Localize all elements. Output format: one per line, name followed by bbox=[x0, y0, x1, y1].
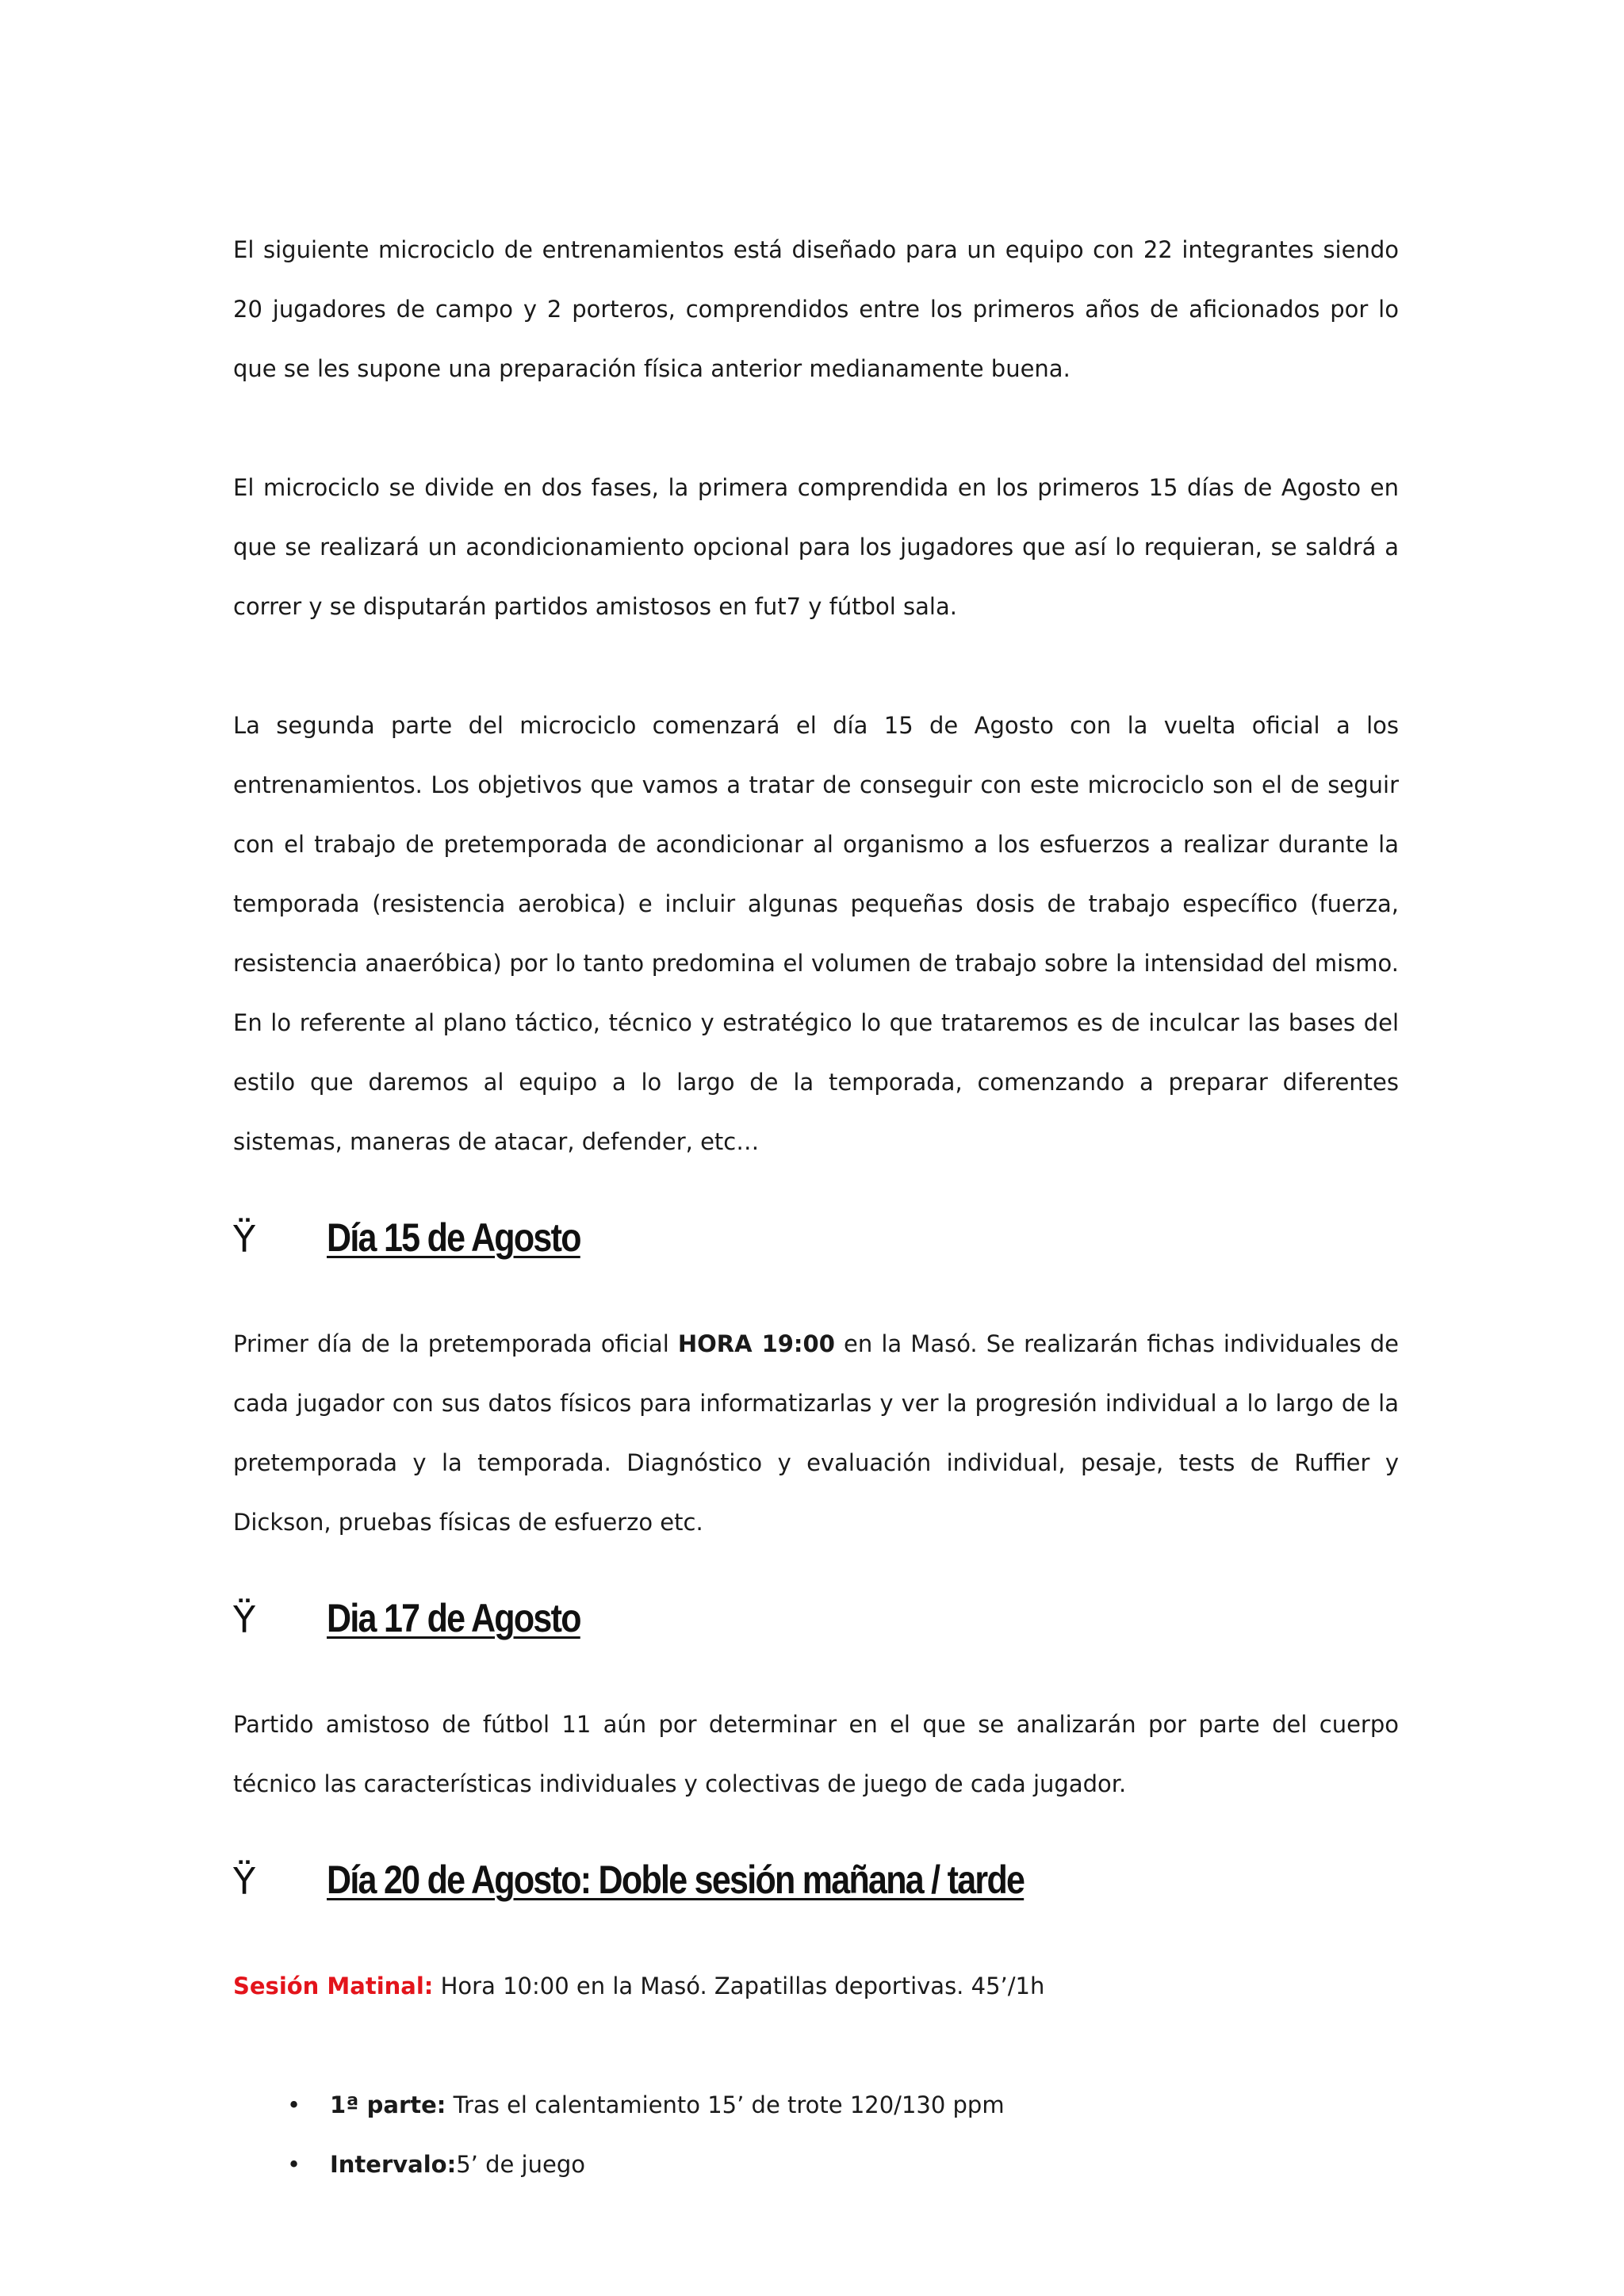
intro-paragraph-2: El microciclo se divide en dos fases, la primera comprendida en los primeros 15 días de Agosto en que se realizará un acondicionamiento opcional para los jugadores que así lo requieran, se saldrá a correr y se disputarán partidos amistosos en fut7 y fútbol sala. bbox=[233, 474, 1399, 620]
intro-paragraph-1: El siguiente microciclo de entrenamientos está diseñado para un equipo con 22 integrantes siendo 20 jugadores de campo y 2 porteros, comprendidos entre los primeros años de aficionados por lo que se les supone una preparación física anterior medianamente buena. bbox=[233, 236, 1399, 382]
text-segment: Primer día de la pretemporada oficial bbox=[233, 1330, 678, 1357]
bullet-icon: • bbox=[287, 2151, 301, 2178]
bold-time: HORA 19:00 bbox=[677, 1330, 835, 1357]
section-day-17-paragraph: Partido amistoso de fútbol 11 aún por determinar en el que se analizarán por parte del cuerpo técnico las características individuales y colectivas de juego de cada jugador. bbox=[233, 1711, 1399, 1797]
bullet-icon: • bbox=[287, 2091, 301, 2118]
session-label: Sesión Matinal: bbox=[233, 1973, 434, 1999]
bullet-list bbox=[233, 2076, 1399, 2195]
bullet-text: 5’ de juego bbox=[456, 2151, 585, 2178]
section-heading-text: Día 15 de Agosto bbox=[327, 1215, 580, 1260]
session-text: Hora 10:00 en la Masó. Zapatillas deportivas. 45’/1h bbox=[433, 1973, 1045, 1999]
list-item bbox=[233, 2076, 1399, 2135]
document-page bbox=[233, 220, 1399, 2195]
text-segment: en la Masó. Se realizarán fichas individuales de cada jugador con sus datos físicos para informatizarlas y ver la progresión individual a lo largo de la pretemporada y la temporada. Diagnóstico y evaluación individual, pesaje, tests de Ruffier y Dickson, pruebas físicas de esfuerzo etc. bbox=[233, 1330, 1399, 1536]
section-heading-day-20 bbox=[233, 1854, 1399, 1917]
bullet-label: 1ª parte: bbox=[330, 2091, 446, 2118]
wingding-marker-icon: Ÿ bbox=[233, 1860, 256, 1903]
section-heading-text: Dia 17 de Agosto bbox=[327, 1596, 580, 1640]
section-heading-day-17 bbox=[233, 1592, 1399, 1655]
intro-paragraph-3: La segunda parte del microciclo comenzará el día 15 de Agosto con la vuelta oficial a los entrenamientos. Los objetivos que vamos a tratar de conseguir con este microciclo son el de seguir con el trabajo de pretemporada de acondicionar al organismo a los esfuerzos a realizar durante la temporada (resistencia aerobica) e incluir algunas pequeñas dosis de trabajo específico (fuerza, resistencia anaeróbica) por lo tanto predomina el volumen de trabajo sobre la intensidad del mismo. En lo referente al plano táctico, técnico y estratégico lo que trataremos es de inculcar las bases del estilo que daremos al equipo a lo largo de la temporada, comenzando a preparar diferentes sistemas, maneras de atacar, defender, etc… bbox=[233, 712, 1399, 1155]
wingding-marker-icon: Ÿ bbox=[233, 1598, 256, 1641]
section-day-15-paragraph bbox=[233, 1314, 1399, 1552]
section-heading-day-15 bbox=[233, 1211, 1399, 1275]
bullet-text: Tras el calentamiento 15’ de trote 120/130 ppm bbox=[446, 2091, 1005, 2118]
section-heading-text: Día 20 de Agosto: Doble sesión mañana / tarde bbox=[327, 1858, 1025, 1902]
wingding-marker-icon: Ÿ bbox=[233, 1218, 256, 1261]
bullet-label: Intervalo: bbox=[330, 2151, 457, 2178]
list-item bbox=[233, 2135, 1399, 2195]
session-line bbox=[233, 1957, 1399, 2016]
